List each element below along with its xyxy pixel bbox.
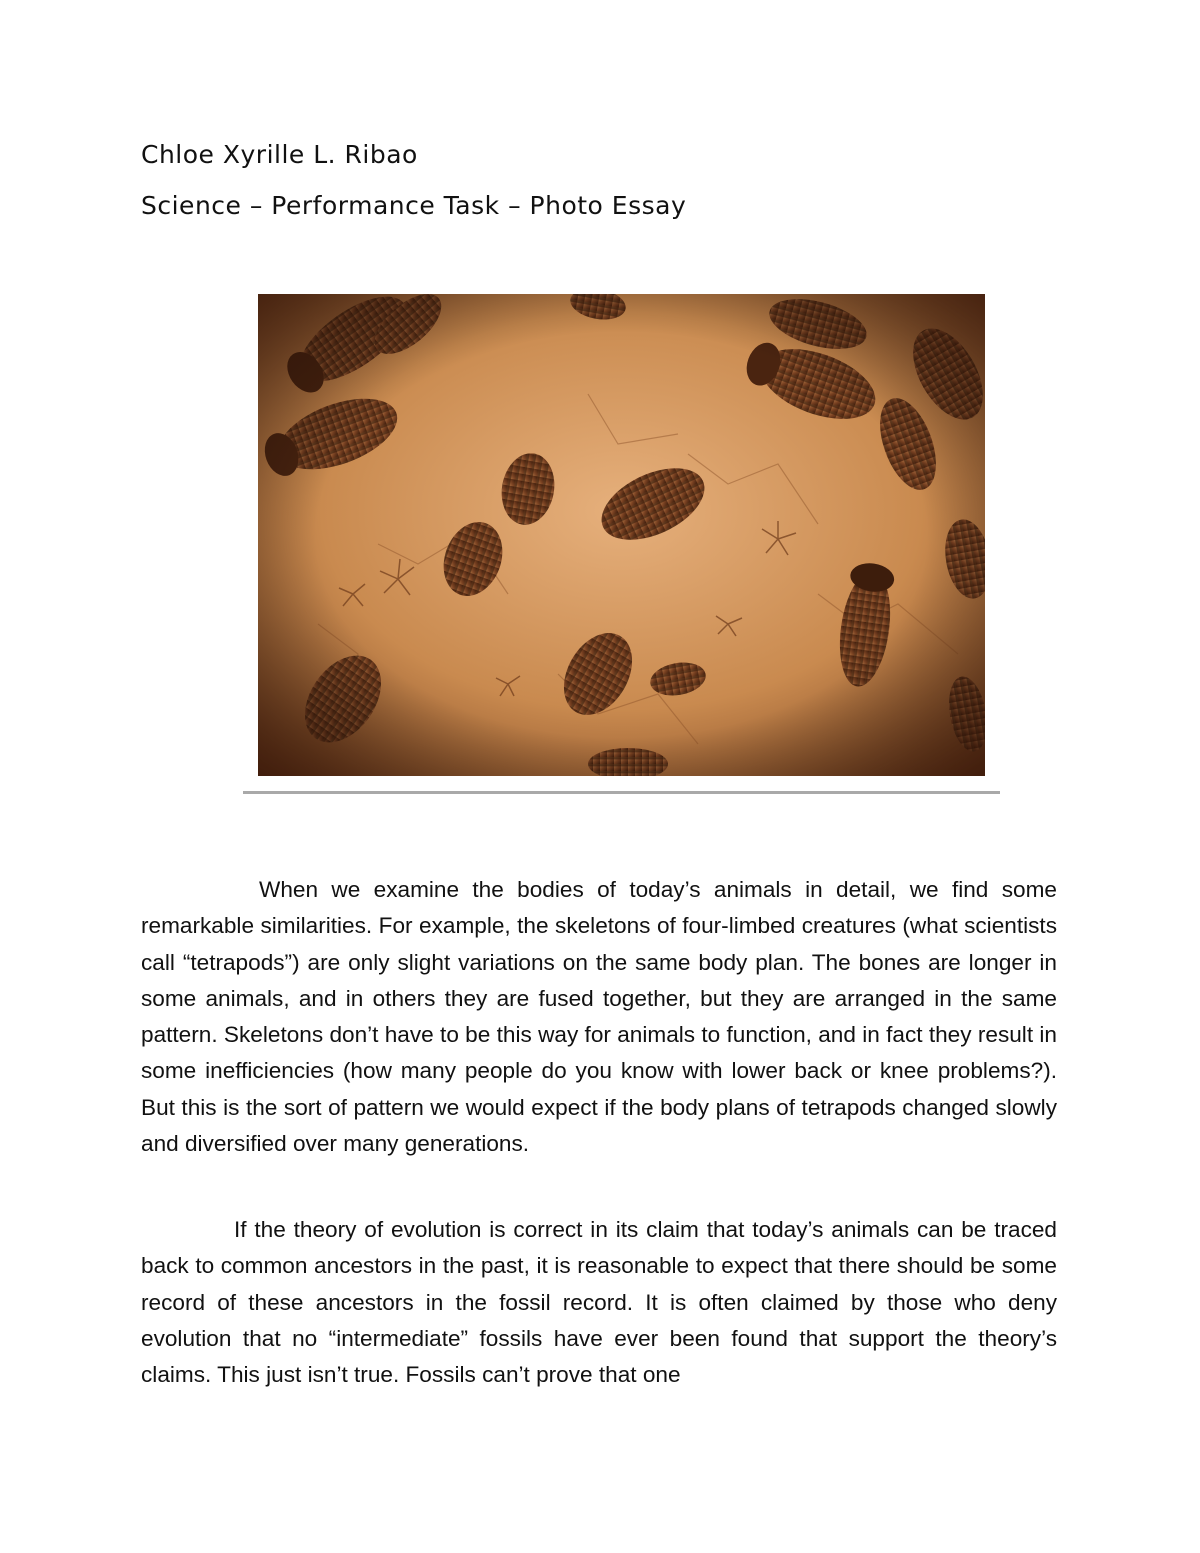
trilobite-fossils-image (258, 294, 985, 776)
fossil-photo (258, 294, 985, 776)
body-paragraph-2: If the theory of evolution is correct in its claim that today’s animals can be traced back to common ancestors in the past, it is reasonable to expect that there should be some record of these ancestors in the fossil record. It is often claimed by those who deny evolution that no “intermediate” fossils have ever been found that support the theory’s claims. This just isn’t true. Fossils can’t prove that one (141, 1217, 1057, 1388)
horizontal-rule (243, 791, 1000, 794)
document-subtitle: Science – Performance Task – Photo Essay (141, 191, 687, 220)
author-name: Chloe Xyrille L. Ribao (141, 140, 418, 169)
body-paragraph-1: When we examine the bodies of today’s animals in detail, we find some remarkable similarities. For example, the skeletons of four-limbed creatures (what scientists call “tetrapods”) are only slight variations on the same body plan. The bones are longer in some animals, and in others they are fused together, but they are arranged in the same pattern. Skeletons don’t have to be this way for animals to function, and in fact they result in some inefficiencies (how many people do you know with lower back or knee problems?). But this is the sort of pattern we would expect if the body plans of tetrapods changed slowly and diversified over many generations. (141, 877, 1057, 1157)
photo-vignette (258, 294, 985, 776)
